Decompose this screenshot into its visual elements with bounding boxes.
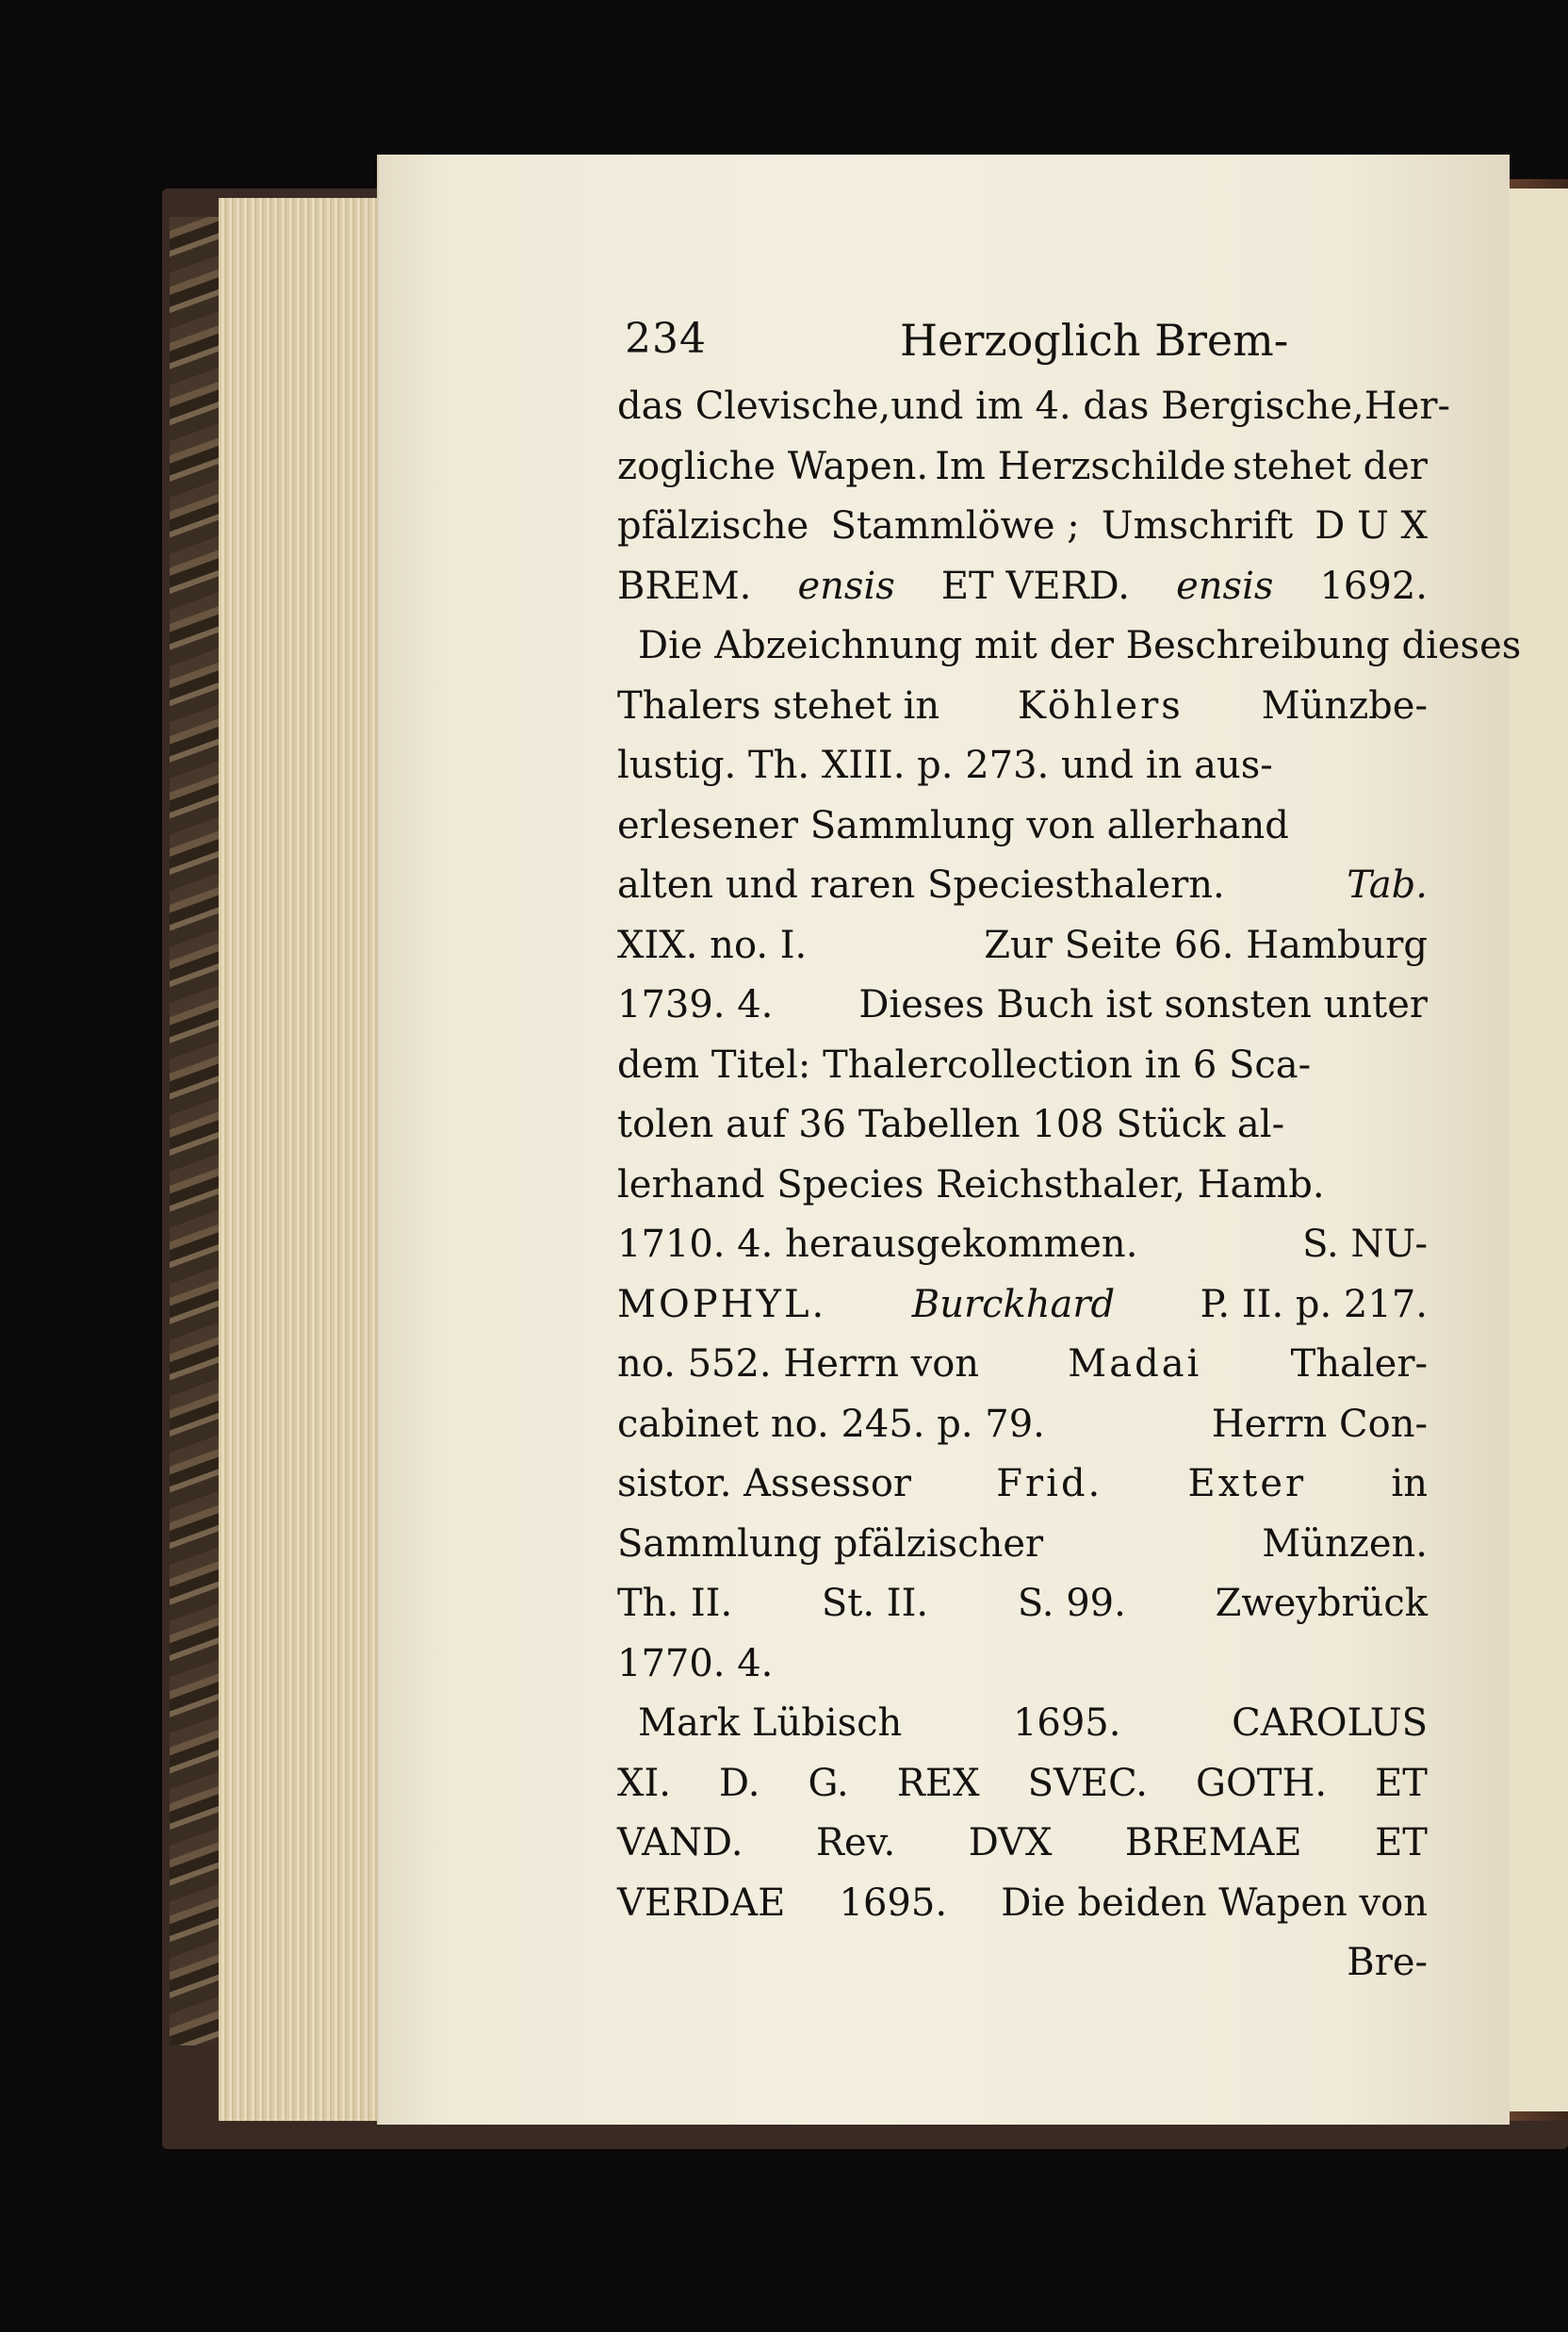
text-word: lustig. Th. XIII. p. 273. und in aus- — [617, 744, 1273, 787]
text-word: ensis — [797, 564, 895, 608]
text-word: und im 4. das Bergische, — [890, 385, 1364, 428]
text-word: Madai — [1068, 1342, 1202, 1386]
text-word: Exter — [1187, 1462, 1307, 1505]
text-word: BREMAE — [1124, 1821, 1302, 1864]
text-word: G. — [808, 1761, 849, 1805]
text-word: stehet der — [1233, 444, 1428, 488]
text-word: DVX — [968, 1821, 1053, 1864]
text-word: BREM. — [617, 564, 752, 608]
text-word: D U X — [1315, 504, 1428, 548]
marbled-endpaper — [170, 217, 226, 2045]
text-line — [617, 1454, 1428, 1515]
text-word: MOPHYL. — [617, 1282, 827, 1326]
page-text — [617, 302, 1522, 1994]
text-line — [617, 916, 1428, 977]
text-word: Köhlers — [1018, 683, 1184, 728]
text-word: ET — [1375, 1821, 1428, 1864]
text-word: Münzbe- — [1261, 683, 1428, 728]
text-word: Sammlung pfälzischer — [617, 1521, 1044, 1566]
text-word: Thalers stehet in — [617, 683, 940, 728]
text-line — [617, 1694, 1428, 1754]
text-word: ET VERD. — [940, 564, 1131, 608]
text-line — [617, 1395, 1428, 1455]
text-word: zogliche Wapen. — [617, 444, 929, 488]
text-word: Burckhard — [911, 1282, 1116, 1326]
body-text — [617, 377, 1522, 1994]
text-word: ensis — [1176, 564, 1274, 608]
text-word: Frid. — [996, 1462, 1103, 1505]
text-word: 1739. 4. — [617, 983, 774, 1026]
text-word: GOTH. — [1196, 1761, 1328, 1805]
text-word: erlesener Sammlung von allerhand — [617, 803, 1289, 847]
text-word: Umschrift — [1101, 504, 1294, 548]
text-line — [617, 377, 1450, 437]
text-word: 1695. — [839, 1880, 948, 1925]
text-line — [617, 736, 1428, 796]
text-word: ET — [1375, 1761, 1428, 1805]
text-line — [617, 677, 1428, 737]
text-word: cabinet no. 245. p. 79. — [617, 1402, 1045, 1446]
text-word: VERDAE — [617, 1880, 786, 1925]
text-word: Münzen. — [1262, 1521, 1428, 1566]
text-word: Thaler- — [1290, 1342, 1428, 1386]
text-word: Die beiden Wapen von — [1001, 1880, 1428, 1925]
text-word: P. II. p. 217. — [1200, 1282, 1428, 1326]
text-word: Zweybrück — [1215, 1582, 1428, 1625]
text-word: tolen auf 36 Tabellen 108 Stück al- — [617, 1103, 1285, 1146]
text-line — [617, 1634, 1428, 1695]
text-word: St. II. — [821, 1582, 929, 1625]
text-line — [617, 1156, 1428, 1216]
text-line — [617, 1515, 1428, 1575]
page-header — [617, 302, 1428, 377]
text-word: Zur Seite 66. Hamburg — [984, 923, 1428, 967]
text-word: REX — [896, 1761, 980, 1805]
text-word: in — [1391, 1462, 1428, 1505]
text-word: Im Herzschilde — [935, 444, 1226, 488]
text-word: CAROLUS — [1232, 1701, 1428, 1745]
page-number: 234 — [625, 315, 707, 363]
facing-page-edge — [1506, 189, 1568, 2111]
text-word: dem Titel: Thalercollection in 6 Sca- — [617, 1043, 1312, 1087]
running-title: Herzoglich Brem- — [900, 315, 1289, 366]
text-word: VAND. — [617, 1821, 743, 1864]
text-line — [617, 616, 1522, 677]
text-line — [617, 1036, 1428, 1096]
text-line — [617, 437, 1428, 498]
text-word: Bre- — [1347, 1941, 1428, 1984]
text-word: 1695. — [1012, 1701, 1121, 1745]
text-line — [617, 1275, 1428, 1336]
text-word: Tab. — [1347, 863, 1428, 907]
text-word: Dieses Buch ist sonsten unter — [858, 983, 1428, 1026]
text-word: Rev. — [815, 1821, 896, 1864]
text-word: das Clevische, — [617, 385, 891, 428]
text-word: Mark Lübisch — [638, 1701, 903, 1745]
text-word: S. 99. — [1017, 1582, 1126, 1625]
text-word: Her- — [1364, 385, 1450, 428]
text-line — [617, 1754, 1428, 1815]
text-word: D. — [719, 1761, 760, 1805]
text-word: alten und raren Speciesthalern. — [617, 863, 1225, 907]
text-word: 1692. — [1319, 564, 1428, 608]
text-word: pfälzische — [617, 504, 809, 548]
text-line — [617, 976, 1428, 1036]
text-line — [617, 1933, 1428, 1994]
text-line — [617, 856, 1428, 916]
text-line — [617, 497, 1428, 557]
text-word: no. 552. Herrn von — [617, 1342, 980, 1386]
text-word: sistor. Assessor — [617, 1462, 912, 1505]
text-line — [617, 1574, 1428, 1634]
text-word: 1710. 4. herausgekommen. — [617, 1223, 1138, 1266]
text-line — [617, 557, 1428, 617]
text-word: Herrn Con- — [1211, 1402, 1428, 1446]
text-word: XI. — [617, 1761, 671, 1805]
text-word: lerhand Species Reichsthaler, Hamb. — [617, 1162, 1325, 1207]
text-word: S. NU- — [1302, 1223, 1428, 1266]
text-line — [617, 1215, 1428, 1275]
text-word: XIX. no. I. — [617, 923, 808, 967]
text-line — [617, 1874, 1428, 1934]
text-line — [617, 1095, 1428, 1156]
text-word: Die Abzeichnung mit der Beschreibung dieses — [638, 624, 1522, 667]
text-word: 1770. 4. — [617, 1641, 774, 1685]
text-line — [617, 796, 1428, 857]
text-word: Stammlöwe ; — [830, 504, 1080, 548]
text-word: SVEC. — [1027, 1761, 1148, 1805]
text-line — [617, 1814, 1428, 1874]
text-word: Th. II. — [617, 1582, 733, 1625]
text-line — [617, 1335, 1428, 1395]
